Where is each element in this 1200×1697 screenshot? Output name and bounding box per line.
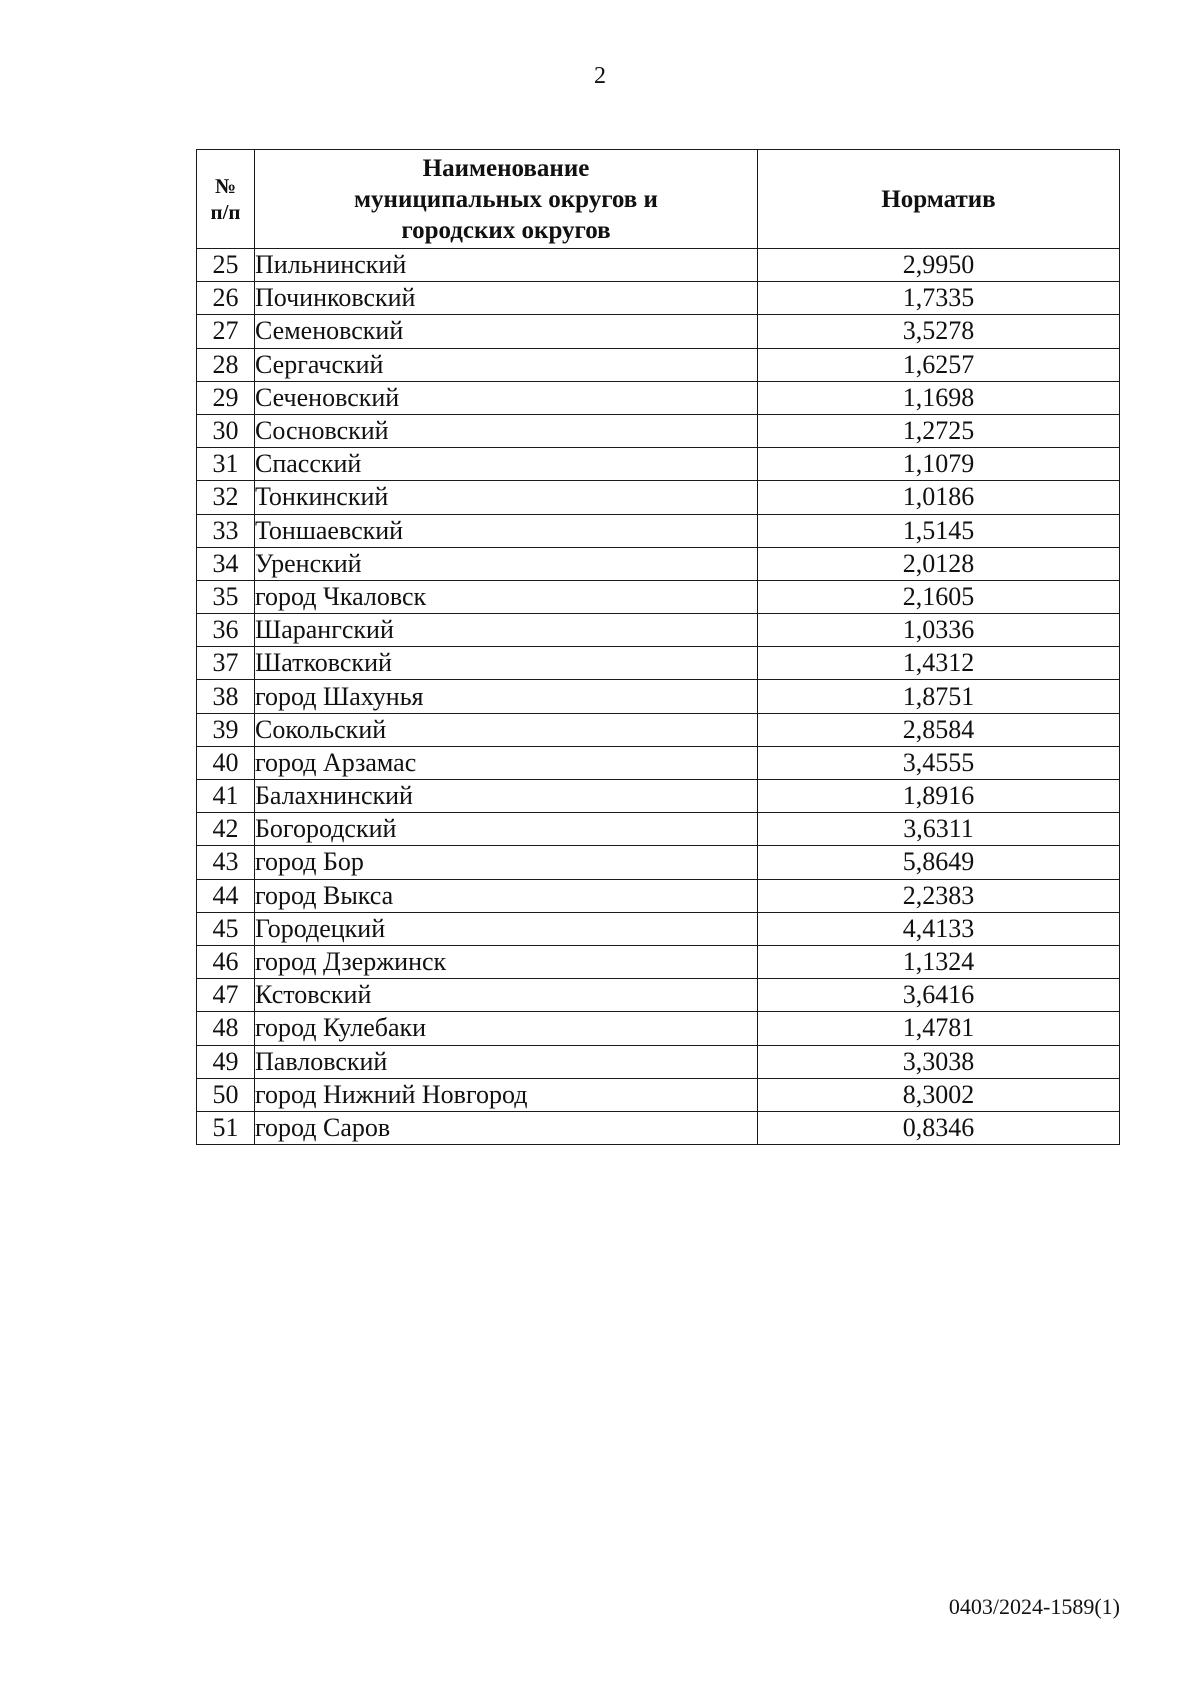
header-name-line1: Наименование <box>422 154 590 182</box>
row-value: 1,6257 <box>758 348 1120 381</box>
row-number: 45 <box>197 912 255 945</box>
row-value: 1,1079 <box>758 448 1120 481</box>
header-number-line2: п/п <box>210 200 241 224</box>
row-number: 28 <box>197 348 255 381</box>
row-name: Уренский <box>255 547 758 580</box>
table-row <box>197 448 1120 481</box>
table-row <box>197 547 1120 580</box>
table-row <box>197 647 1120 680</box>
row-value: 1,1698 <box>758 381 1120 414</box>
row-value: 0,8346 <box>758 1111 1120 1144</box>
header-name-line3: городских округов <box>401 216 611 244</box>
row-name: Городецкий <box>255 912 758 945</box>
table-row <box>197 414 1120 447</box>
table-row <box>197 514 1120 547</box>
norm-table <box>196 149 1120 1145</box>
table-row <box>197 979 1120 1012</box>
table-row <box>197 348 1120 381</box>
row-number: 29 <box>197 381 255 414</box>
table-body <box>197 249 1120 1145</box>
row-number: 34 <box>197 547 255 580</box>
row-name: Балахнинский <box>255 780 758 813</box>
row-name: Шатковский <box>255 647 758 680</box>
row-number: 48 <box>197 1012 255 1045</box>
table-row <box>197 879 1120 912</box>
row-value: 8,3002 <box>758 1078 1120 1111</box>
row-value: 5,8649 <box>758 846 1120 879</box>
row-number: 41 <box>197 780 255 813</box>
row-number: 40 <box>197 746 255 779</box>
table-row <box>197 1045 1120 1078</box>
row-value: 1,4312 <box>758 647 1120 680</box>
row-name: Сокольский <box>255 713 758 746</box>
row-value: 1,8751 <box>758 680 1120 713</box>
row-name: город Нижний Новгород <box>255 1078 758 1111</box>
table-row <box>197 680 1120 713</box>
row-number: 47 <box>197 979 255 1012</box>
table-header-row <box>197 150 1120 249</box>
row-name: город Выкса <box>255 879 758 912</box>
table-row <box>197 1111 1120 1144</box>
row-value: 3,6311 <box>758 813 1120 846</box>
row-number: 25 <box>197 249 255 282</box>
row-number: 31 <box>197 448 255 481</box>
row-value: 1,8916 <box>758 780 1120 813</box>
row-name: Спасский <box>255 448 758 481</box>
row-value: 1,7335 <box>758 282 1120 315</box>
row-value: 1,4781 <box>758 1012 1120 1045</box>
row-number: 49 <box>197 1045 255 1078</box>
row-name: город Чкаловск <box>255 580 758 613</box>
row-value: 2,2383 <box>758 879 1120 912</box>
row-number: 38 <box>197 680 255 713</box>
document-code: 0403/2024-1589(1) <box>948 1594 1120 1619</box>
row-number: 46 <box>197 945 255 978</box>
row-number: 50 <box>197 1078 255 1111</box>
row-name: Починковский <box>255 282 758 315</box>
row-value: 3,4555 <box>758 746 1120 779</box>
table-row <box>197 1012 1120 1045</box>
row-number: 43 <box>197 846 255 879</box>
header-name <box>255 150 758 249</box>
header-number-line1: № <box>214 174 237 198</box>
header-number <box>197 150 255 249</box>
table-row <box>197 381 1120 414</box>
row-number: 33 <box>197 514 255 547</box>
row-name: Павловский <box>255 1045 758 1078</box>
table-row <box>197 315 1120 348</box>
row-name: город Арзамас <box>255 746 758 779</box>
row-name: Богородский <box>255 813 758 846</box>
table-row <box>197 813 1120 846</box>
row-value: 2,1605 <box>758 580 1120 613</box>
row-name: Тонкинский <box>255 481 758 514</box>
header-name-line2: муниципальных округов и <box>354 185 658 213</box>
row-name: Семеновский <box>255 315 758 348</box>
table-row <box>197 1078 1120 1111</box>
table-row <box>197 282 1120 315</box>
row-name: Сосновский <box>255 414 758 447</box>
row-value: 3,6416 <box>758 979 1120 1012</box>
row-number: 36 <box>197 614 255 647</box>
row-name: город Бор <box>255 846 758 879</box>
table-row <box>197 912 1120 945</box>
row-value: 1,2725 <box>758 414 1120 447</box>
table-row <box>197 249 1120 282</box>
table-row <box>197 580 1120 613</box>
table-row <box>197 614 1120 647</box>
row-number: 32 <box>197 481 255 514</box>
row-number: 27 <box>197 315 255 348</box>
row-name: город Шахунья <box>255 680 758 713</box>
row-number: 39 <box>197 713 255 746</box>
row-name: Сеченовский <box>255 381 758 414</box>
table-row <box>197 780 1120 813</box>
row-name: город Кулебаки <box>255 1012 758 1045</box>
row-name: Пильнинский <box>255 249 758 282</box>
row-name: город Саров <box>255 1111 758 1144</box>
row-name: Сергачский <box>255 348 758 381</box>
row-name: Тоншаевский <box>255 514 758 547</box>
row-value: 1,0186 <box>758 481 1120 514</box>
row-value: 1,5145 <box>758 514 1120 547</box>
row-value: 3,5278 <box>758 315 1120 348</box>
row-name: Шарангский <box>255 614 758 647</box>
row-value: 2,8584 <box>758 713 1120 746</box>
row-number: 30 <box>197 414 255 447</box>
row-value: 2,0128 <box>758 547 1120 580</box>
row-value: 1,1324 <box>758 945 1120 978</box>
table-row <box>197 846 1120 879</box>
row-number: 51 <box>197 1111 255 1144</box>
table-row <box>197 713 1120 746</box>
row-value: 4,4133 <box>758 912 1120 945</box>
row-name: Кстовский <box>255 979 758 1012</box>
row-number: 44 <box>197 879 255 912</box>
table-row <box>197 746 1120 779</box>
header-value: Норматив <box>758 150 1120 249</box>
row-number: 35 <box>197 580 255 613</box>
page-number: 2 <box>594 63 606 89</box>
row-value: 2,9950 <box>758 249 1120 282</box>
row-number: 37 <box>197 647 255 680</box>
row-number: 42 <box>197 813 255 846</box>
table-row <box>197 481 1120 514</box>
row-value: 1,0336 <box>758 614 1120 647</box>
row-name: город Дзержинск <box>255 945 758 978</box>
table-row <box>197 945 1120 978</box>
row-number: 26 <box>197 282 255 315</box>
row-value: 3,3038 <box>758 1045 1120 1078</box>
